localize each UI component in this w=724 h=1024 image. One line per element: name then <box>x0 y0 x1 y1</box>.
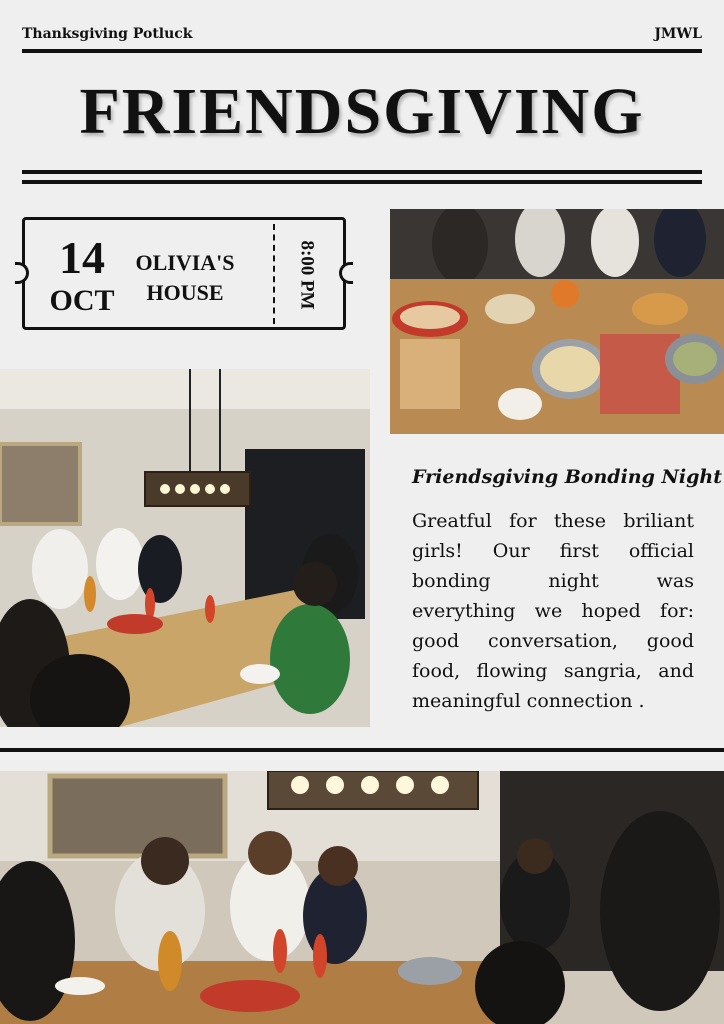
photo-group-dinner-image <box>0 771 724 1024</box>
story-title: Friendsgiving Bonding Night <box>412 466 722 488</box>
photo-table-overhead <box>390 209 724 434</box>
photo-dinner-room <box>0 369 370 727</box>
ticket-perforation <box>273 224 275 324</box>
photo-table-overhead-image <box>390 209 724 434</box>
title-divider-1 <box>22 170 702 174</box>
title-divider-2 <box>22 180 702 184</box>
event-ticket <box>22 217 346 330</box>
event-time-text: 8:00 PM <box>297 240 318 310</box>
event-place <box>127 248 243 308</box>
event-month: OCT <box>49 284 115 317</box>
page-title: FRIENDSGIVING <box>79 75 645 148</box>
ticket-notch-left <box>15 262 29 284</box>
header-right-text: JMWL <box>654 26 702 42</box>
section-divider <box>0 748 724 752</box>
story-body: Greatful for these briliant girls! Our first official bonding night was everything we hoped for: good conversation, good food, flowing sangria, and meaningful connection . <box>412 510 694 712</box>
ticket-notch-right <box>339 262 353 284</box>
photo-dinner-room-image <box>0 369 370 727</box>
header-divider-top <box>22 49 702 53</box>
header-left-text: Thanksgiving Potluck <box>22 26 193 42</box>
event-place-line1: OLIVIA'S <box>135 250 235 275</box>
event-place-line2: HOUSE <box>146 280 224 305</box>
event-day: 14 <box>59 232 105 283</box>
photo-group-dinner <box>0 771 724 1024</box>
event-time <box>281 222 333 328</box>
